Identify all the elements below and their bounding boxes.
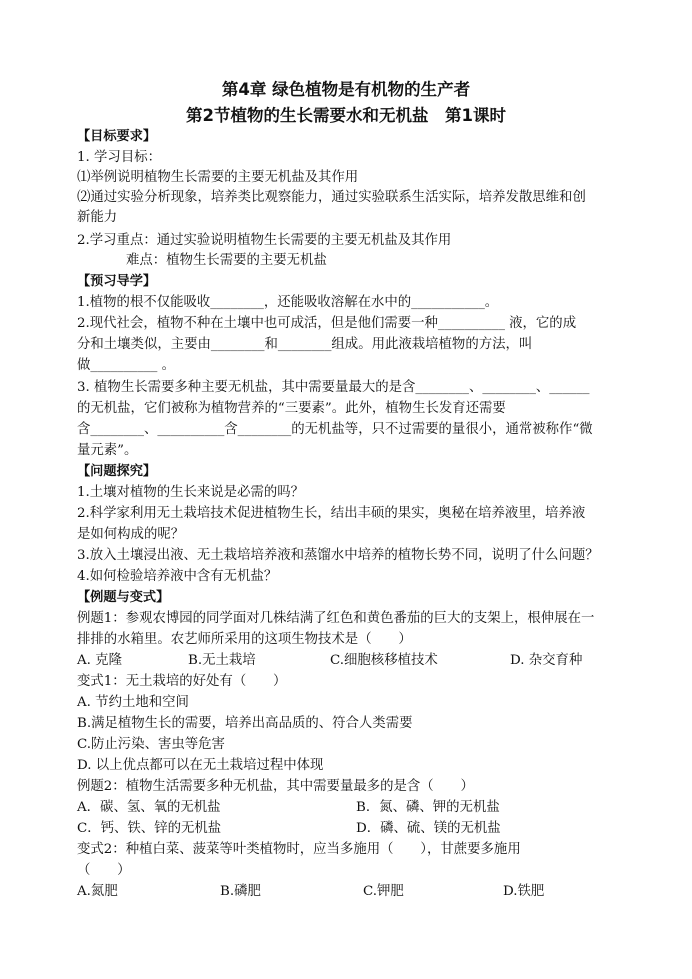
goals-line: ⑴举例说明植物生长需要的主要无机盐及其作用 [77, 170, 359, 185]
example1-option-a: A. 克隆 [77, 653, 122, 668]
variant1-option-b: B.满足植物生长的需要，培养出高品质的、符合人类需要 [77, 716, 413, 731]
section-title: 第2节植物的生长需要水和无机盐 第1课时 [186, 106, 506, 125]
variant1-question: 变式1：无土栽培的好处有（ ） [77, 674, 287, 689]
example1-option-d: D. 杂交育种 [510, 653, 583, 668]
examples-heading: 【例题与变式】 [77, 590, 170, 605]
goals-line: 1. 学习目标： [77, 150, 161, 165]
preview-heading: 【预习导学】 [77, 274, 157, 289]
variant1-option-c: C.防止污染、害虫等危害 [77, 737, 225, 752]
example2-option-a: A．碳、氢、氧的无机盐 [77, 800, 221, 815]
explore-question: 是如何构成的呢？ [77, 527, 185, 542]
example2-question: 例题2：植物生活需要多种无机盐，其中需要量最多的是含（ ） [77, 779, 474, 794]
preview-line: 3. 植物生长需要多种主要无机盐，其中需要量最大的是含________、________、______ [77, 380, 590, 395]
variant1-option-a: A. 节约土地和空间 [77, 695, 189, 710]
preview-line: 的无机盐，它们被称为植物营养的“三要素”。此外，植物生长发育还需要 [77, 401, 506, 416]
example1-question: 排排的水箱里。农艺师所采用的这项生物技术是（ ） [77, 632, 412, 647]
preview-line: 1.植物的根不仅能吸收________，还能吸收溶解在水中的___________。 [77, 295, 499, 310]
example2-option-d: D．磷、硫、镁的无机盐 [356, 821, 501, 836]
explore-question: 3.放入土壤浸出液、无土栽培培养液和蒸馏水中培养的植物长势不同，说明了什么问题？ [77, 548, 599, 563]
goals-line: ⑵通过实验分析现象，培养类比观察能力，通过实验联系生活实际，培养发散思维和创 [77, 190, 586, 205]
example1-option-c: C.细胞核移植技术 [330, 653, 438, 668]
explore-heading: 【问题探究】 [77, 464, 157, 479]
goals-difficulty: 难点：植物生长需要的主要无机盐 [126, 253, 327, 268]
preview-line: 含________、__________含________的无机盐等，只不过需要的量很小，通常被称作“微 [77, 422, 593, 437]
variant1-option-d: D. 以上优点都可以在无土栽培过程中体现 [77, 758, 324, 773]
variant2-question: 变式2：种植白菜、菠菜等叶类植物时，应当多施用（ ），甘蔗要多施用 [77, 842, 521, 857]
goals-line: 新能力 [77, 210, 118, 225]
example2-option-b: B．氮、磷、钾的无机盐 [356, 800, 500, 815]
example2-option-c: C．钙、铁、锌的无机盐 [77, 821, 222, 836]
variant2-question: （ ） [77, 863, 131, 878]
goals-key-point: 2.学习重点：通过实验说明植物生长需要的主要无机盐及其作用 [77, 233, 452, 248]
preview-line: 做__________ 。 [77, 358, 175, 373]
preview-line: 分和土壤类似，主要由________和________组成。用此液栽培植物的方法，叫 [77, 337, 533, 352]
preview-line: 2.现代社会，植物不种在土壤中也可成活，但是他们需要一种__________ 液，它的成 [77, 316, 577, 331]
variant2-option-d: D.铁肥 [503, 884, 545, 899]
explore-question: 1.土壤对植物的生长来说是必需的吗？ [77, 485, 305, 500]
preview-line: 量元素”。 [77, 443, 138, 458]
variant2-option-a: A.氮肥 [77, 884, 118, 899]
example1-option-b: B.无土栽培 [188, 653, 256, 668]
variant2-option-c: C.钾肥 [363, 884, 404, 899]
explore-question: 4.如何检验培养液中含有无机盐？ [77, 569, 278, 584]
explore-question: 2.科学家利用无土栽培技术促进植物生长，结出丰硕的果实，奥秘在培养液里，培养液 [77, 506, 586, 521]
example1-question: 例题1：参观农博园的同学面对几株结满了红色和黄色番茄的巨大的支架上，根伸展在一 [77, 611, 595, 626]
goals-heading: 【目标要求】 [77, 129, 157, 144]
chapter-title: 第4章 绿色植物是有机物的生产者 [221, 80, 471, 99]
variant2-option-b: B.磷肥 [220, 884, 261, 899]
